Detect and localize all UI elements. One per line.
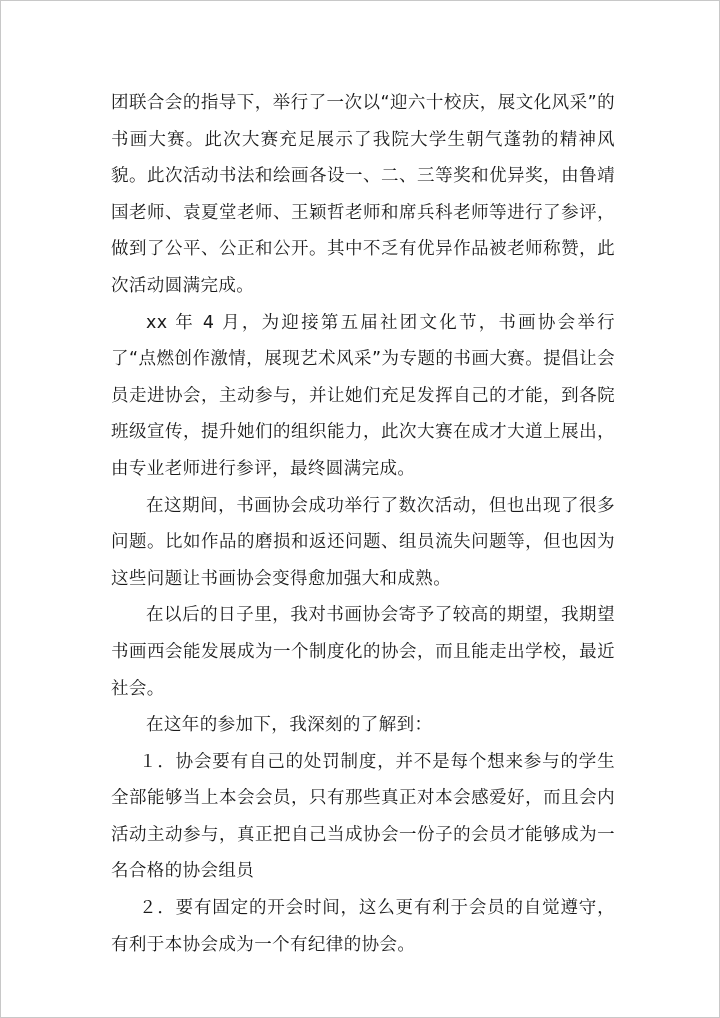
- list-item-1: １．协会要有自己的处罚制度，并不是每个想来参与的学生全部能够当上本会会员，只有那些真正对本会感爱好，而且会内活动主动参与，真正把自己当成协会一份子的会员才能够成为一名合格的协会组员: [111, 751, 615, 882]
- list-item-2: ２．要有固定的开会时间，这么更有利于会员的自觉遵守，有利于本协会成为一个有纪律的协会。: [111, 898, 615, 955]
- paragraph-contest-summary: 团联合会的指导下，举行了一次以“迎六十校庆，展文化风采”的书画大赛。此次大赛充足展示了我院大学生朝气蓬勃的精神风貌。此次活动书法和绘画各设一、二、三等奖和优异奖，由鲁靖国老师、袁夏堂老师、王颖哲老师和席兵科老师等进行了参评，做到了公平、公正和公开。其中不乏有优异作品被老师称赞，此次活动圆满完成。: [111, 93, 615, 296]
- paragraph-lessons-intro: 在这年的参加下，我深刻的了解到：: [146, 715, 433, 736]
- paragraph-expectations: 在以后的日子里，我对书画协会寄予了较高的期望，我期望书画西会能发展成为一个制度化的协会，而且能走出学校，最近社会。: [111, 605, 615, 699]
- document-body: [111, 85, 615, 963]
- paragraph-april-contest: xx 年 4 月，为迎接第五届社团文化节，书画协会举行了“点燃创作激情，展现艺术风采”为专题的书画大赛。提倡让会员走进协会，主动参与，并让她们充足发挥自己的才能，到各院班级宣传，提升她们的组织能力，此次大赛在成才大道上展出，由专业老师进行参评，最终圆满完成。: [111, 312, 615, 479]
- paragraph-problems: 在这期间，书画协会成功举行了数次活动，但也出现了很多问题。比如作品的磨损和返还问题、组员流失问题等，但也因为这些问题让书画协会变得愈加强大和成熟。: [111, 495, 615, 589]
